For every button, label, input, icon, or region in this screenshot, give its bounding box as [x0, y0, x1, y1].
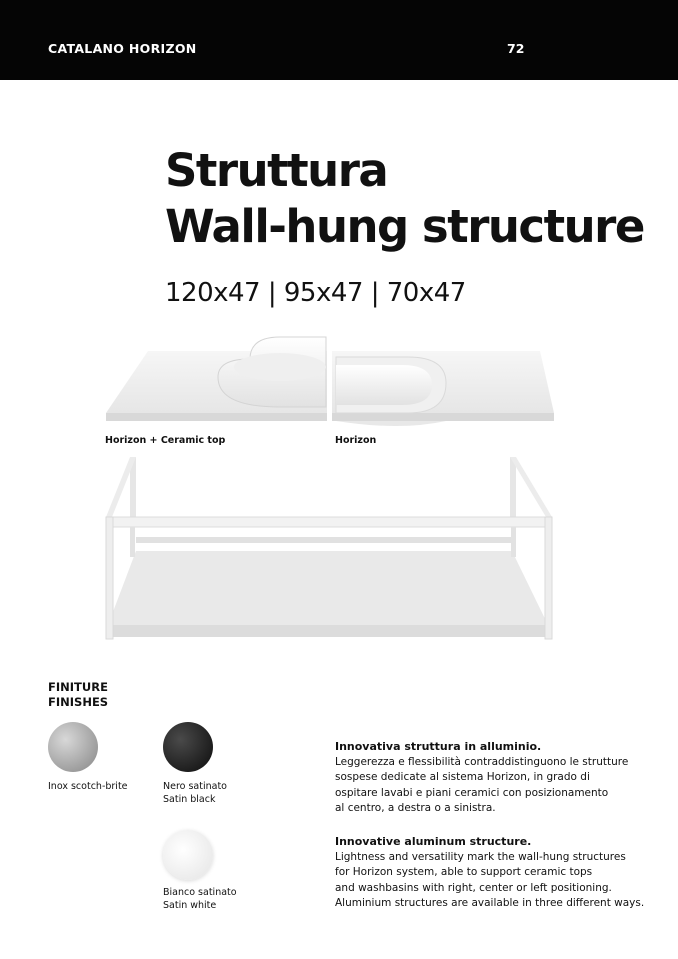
- page-title: [165, 143, 644, 255]
- page-header: [0, 0, 678, 80]
- swatch-satin-white: [163, 830, 213, 880]
- finish-name-en: Satin white: [163, 900, 217, 911]
- description-line: sospese dedicate al sistema Horizon, in grado di: [335, 771, 590, 783]
- swatch-inox-scotch-brite: [48, 722, 98, 772]
- description-english: [335, 834, 665, 912]
- wall-hung-frame-image: [100, 455, 560, 645]
- finish-name-it: Bianco satinato: [163, 887, 237, 898]
- description-line: and washbasins with right, center or left positioning.: [335, 881, 612, 894]
- finishes-title: [48, 680, 108, 710]
- ceramic-top-image: [100, 335, 560, 435]
- description-line: Lightness and versatility mark the wall-hung structures: [335, 850, 626, 863]
- description-heading-it: Innovativa struttura in alluminio.: [335, 740, 542, 753]
- finish-name-en: Satin black: [163, 794, 216, 805]
- page-number: 72: [507, 41, 525, 56]
- description-line: ospitare lavabi e piani ceramici con posizionamento: [335, 786, 609, 799]
- description-line: Aluminium structures are available in three different ways.: [335, 897, 645, 909]
- title-italian: Struttura: [165, 144, 388, 197]
- finishes-title-en: FINISHES: [48, 695, 109, 709]
- description-line: for Horizon system, able to support ceramic tops: [335, 866, 593, 878]
- brand-name: CATALANO HORIZON: [48, 41, 197, 56]
- description-italian: [335, 739, 665, 817]
- available-sizes: 120x47 | 95x47 | 70x47: [165, 278, 466, 308]
- finish-label-black: [163, 780, 227, 806]
- swatch-satin-black: [163, 722, 213, 772]
- finish-name-it: Nero satinato: [163, 781, 227, 792]
- description-line: al centro, a destra o a sinistra.: [335, 802, 496, 814]
- finishes-title-it: FINITURE: [48, 680, 108, 694]
- description-line: Leggerezza e flessibilità contraddistinguono le strutture: [335, 755, 629, 768]
- finish-name-it: Inox scotch-brite: [48, 781, 128, 792]
- title-english: Wall-hung structure: [165, 200, 644, 253]
- finish-label-white: [163, 886, 237, 912]
- label-horizon: Horizon: [335, 435, 377, 446]
- finish-label-inox: [48, 780, 128, 793]
- label-horizon-ceramic-top: Horizon + Ceramic top: [105, 435, 226, 446]
- description-heading-en: Innovative aluminum structure.: [335, 835, 532, 848]
